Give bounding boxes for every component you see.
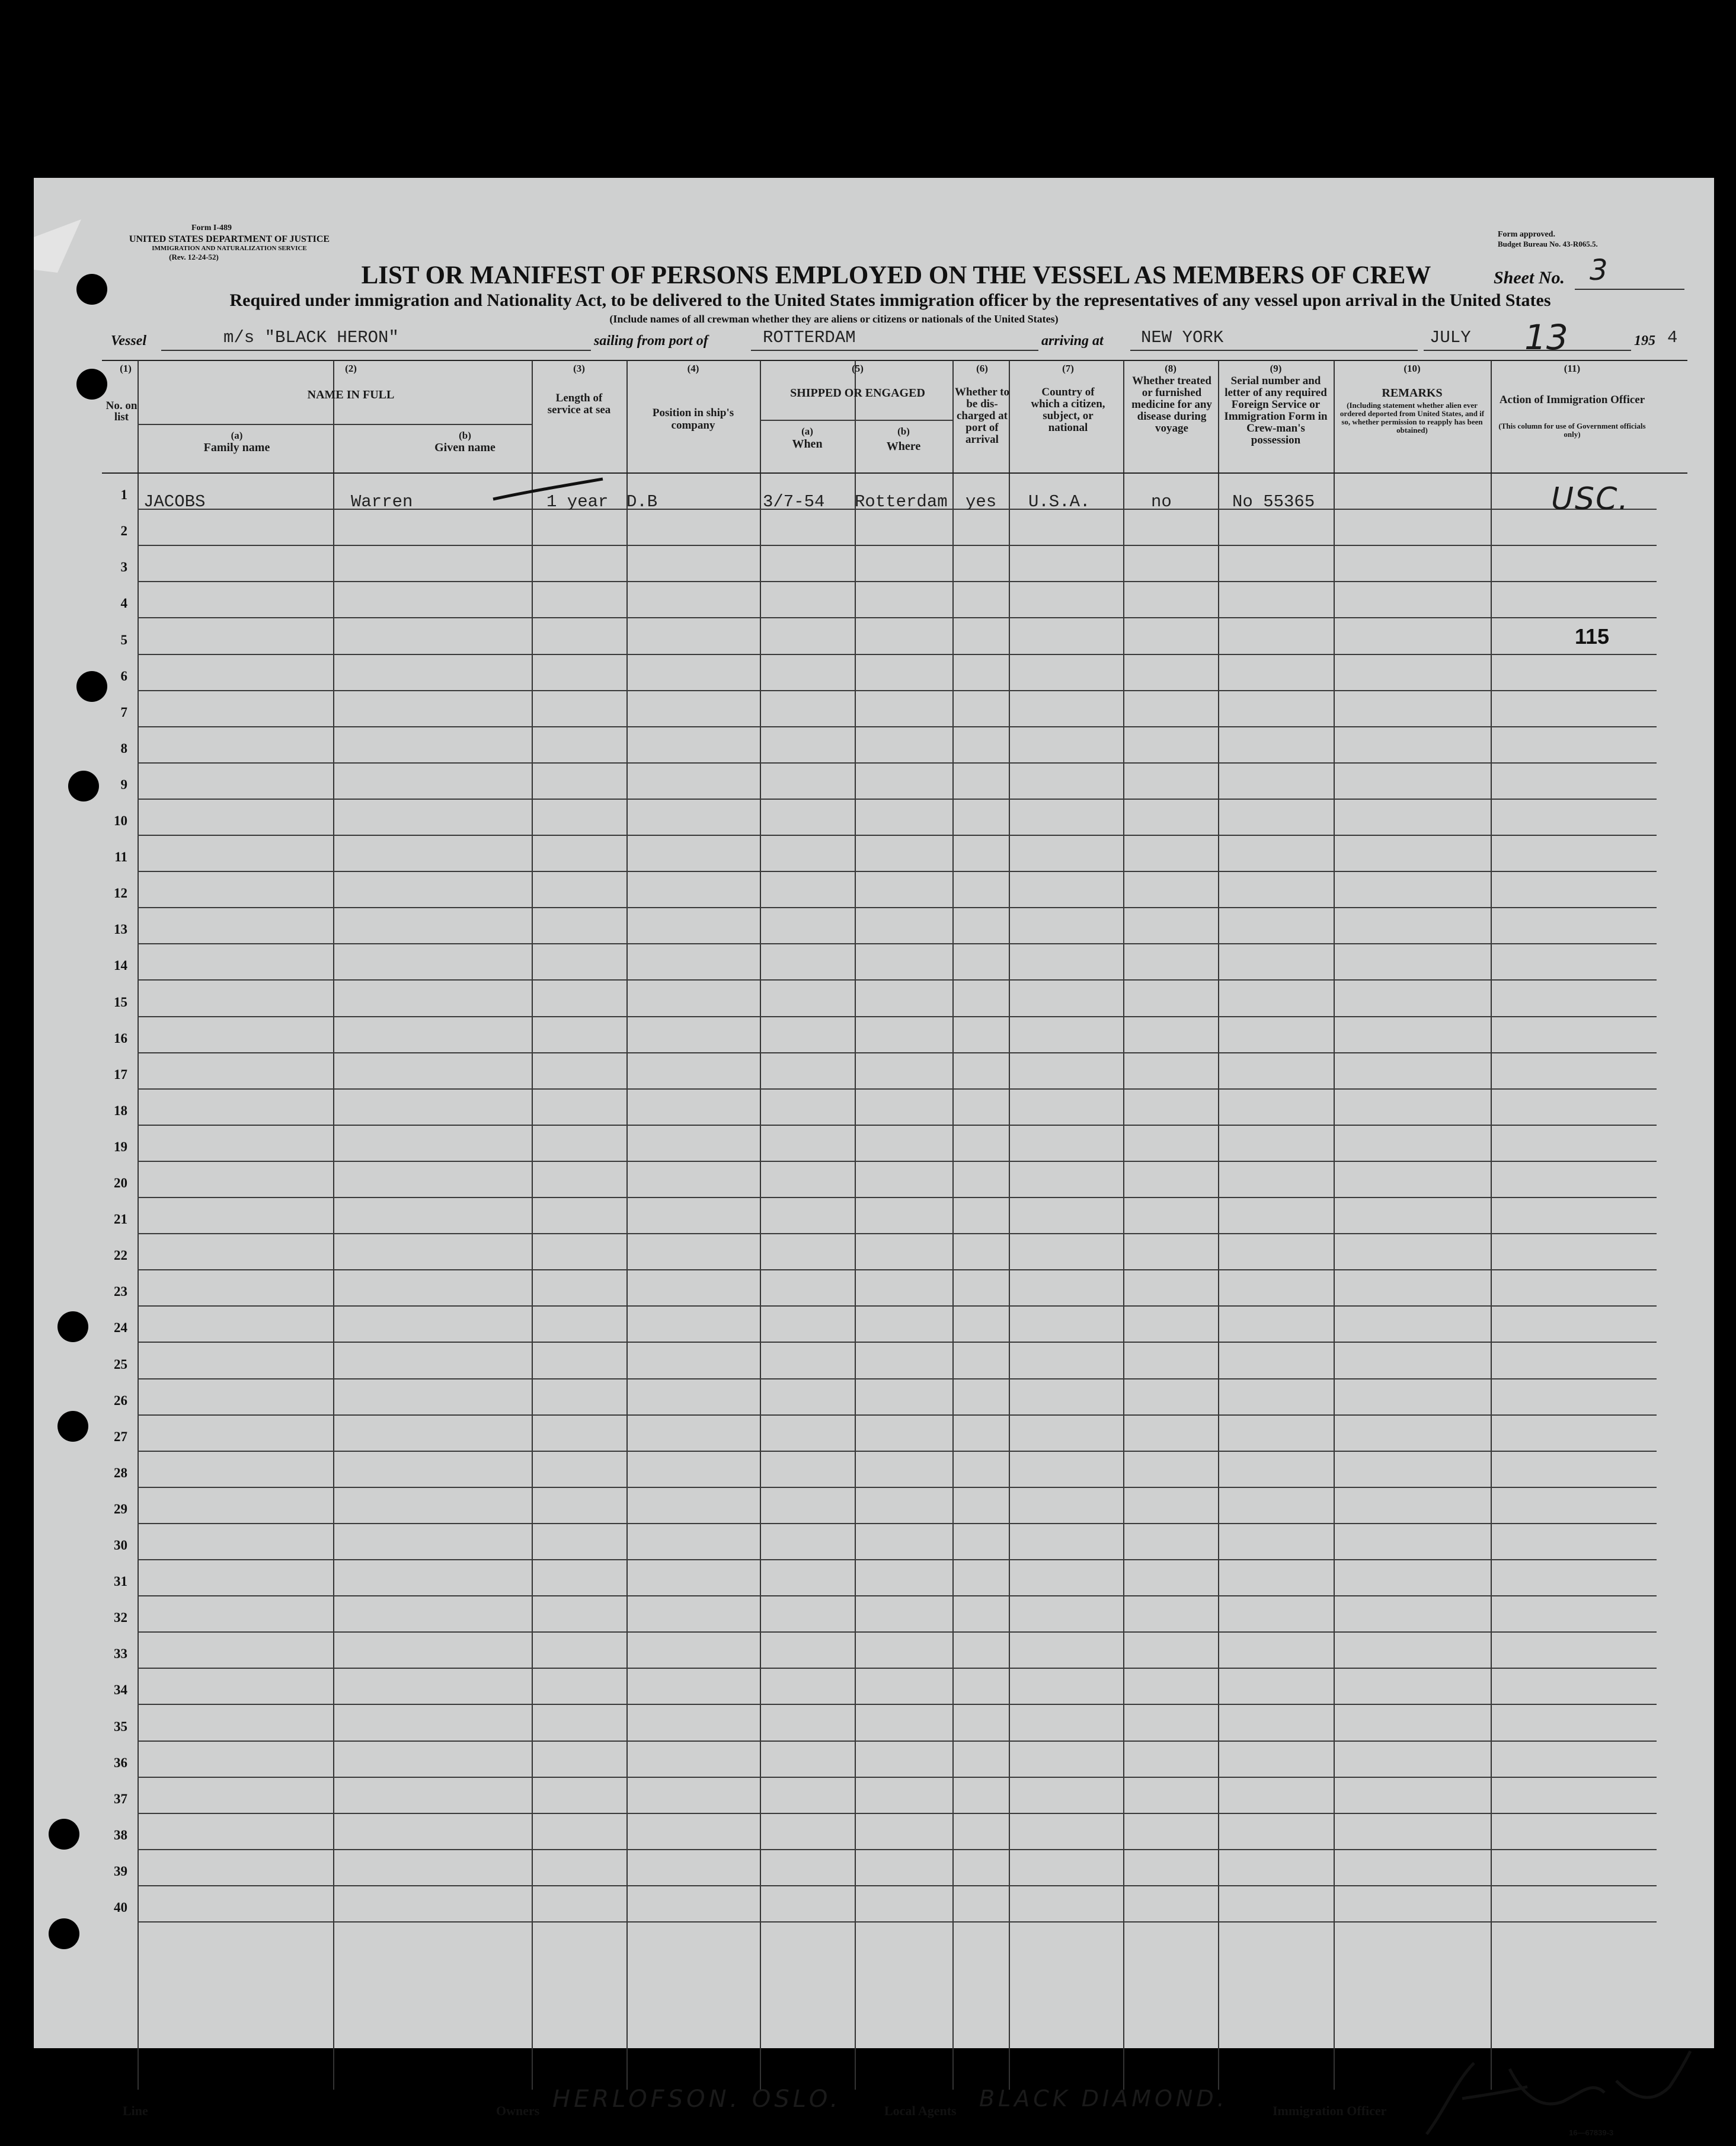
row-rule bbox=[138, 1233, 1657, 1234]
col-no-on-list: No. on list bbox=[105, 400, 138, 423]
row-rule bbox=[138, 943, 1657, 944]
col3-num: (3) bbox=[573, 363, 585, 374]
col-medicine: Whether treated or furnished medicine for any disease during voyage bbox=[1131, 375, 1212, 435]
line-number: 6 bbox=[120, 669, 127, 684]
year-prefix: 195 bbox=[1634, 333, 1655, 349]
row-rule bbox=[138, 1197, 1657, 1198]
col11-num: (11) bbox=[1564, 363, 1581, 374]
binder-hole bbox=[76, 369, 107, 400]
binder-hole bbox=[76, 274, 107, 305]
col-remarks: REMARKS bbox=[1382, 387, 1443, 400]
line-number: 18 bbox=[114, 1103, 127, 1118]
col-shipped-or-engaged: SHIPPED OR ENGAGED bbox=[790, 387, 925, 400]
binder-hole bbox=[57, 1311, 88, 1342]
serial-cell: No 55365 bbox=[1232, 492, 1315, 512]
line-number: 19 bbox=[114, 1139, 127, 1154]
column-rule bbox=[1491, 360, 1492, 2090]
where-cell: Rotterdam bbox=[855, 492, 948, 512]
row-rule bbox=[138, 1016, 1657, 1017]
row-rule bbox=[138, 726, 1657, 727]
col10-num: (10) bbox=[1403, 363, 1421, 374]
line-number: 12 bbox=[114, 886, 127, 900]
given-name-cell: Warren bbox=[351, 492, 413, 512]
line-number: 17 bbox=[114, 1067, 127, 1082]
arrival-day: 13 bbox=[1524, 317, 1568, 357]
department-line: UNITED STATES DEPARTMENT OF JUSTICE bbox=[129, 234, 330, 244]
discharged-cell: yes bbox=[965, 492, 997, 512]
row-rule bbox=[138, 581, 1657, 582]
row-rule bbox=[138, 1125, 1657, 1126]
vessel-label: Vessel bbox=[111, 333, 146, 349]
col2b-num: (b) bbox=[459, 430, 471, 441]
col8-num: (8) bbox=[1165, 363, 1176, 374]
col-country: Country of which a citizen, subject, or national bbox=[1031, 386, 1105, 434]
line-number: 27 bbox=[114, 1429, 127, 1444]
col-discharged: Whether to be dis-charged at port of arrival bbox=[955, 386, 1009, 446]
column-rule bbox=[532, 360, 533, 2090]
family-name-cell: JACOBS bbox=[143, 492, 206, 512]
col-when: When bbox=[792, 437, 823, 451]
column-rule bbox=[626, 360, 628, 2090]
budget-bureau: Budget Bureau No. 43-R065.5. bbox=[1498, 239, 1598, 248]
col5-num: (5) bbox=[852, 363, 864, 374]
subheader-rule bbox=[138, 424, 532, 425]
line-number: 28 bbox=[114, 1465, 127, 1480]
medicine-cell: no bbox=[1151, 492, 1172, 512]
subheader-rule bbox=[760, 420, 952, 421]
line-number: 13 bbox=[114, 922, 127, 937]
col9-num: (9) bbox=[1270, 363, 1282, 374]
binder-hole bbox=[57, 1411, 88, 1442]
col-given-name: Given name bbox=[434, 441, 495, 454]
line-number: 21 bbox=[114, 1212, 127, 1227]
row-rule bbox=[138, 835, 1657, 836]
line-number: 40 bbox=[114, 1900, 127, 1915]
row-rule bbox=[138, 1849, 1657, 1850]
line-number: 25 bbox=[114, 1357, 127, 1372]
row-rule bbox=[138, 1342, 1657, 1343]
column-rule bbox=[760, 360, 761, 2090]
line-number: 37 bbox=[114, 1791, 127, 1806]
row-rule bbox=[138, 1559, 1657, 1560]
line-number: 26 bbox=[114, 1393, 127, 1408]
column-rule bbox=[855, 360, 856, 2090]
row-rule bbox=[138, 907, 1657, 908]
year-suffix: 4 bbox=[1667, 328, 1678, 347]
col-name-in-full: NAME IN FULL bbox=[307, 388, 395, 401]
row-rule bbox=[138, 1668, 1657, 1669]
header-rule bbox=[102, 472, 1687, 474]
pen-mark bbox=[490, 474, 609, 510]
line-number: 39 bbox=[114, 1864, 127, 1879]
column-rule bbox=[1123, 360, 1124, 2090]
col-action-officer: Action of Immigration Officer bbox=[1499, 394, 1645, 406]
sailing-label: sailing from port of bbox=[594, 333, 708, 349]
stamp-number: 115 bbox=[1575, 624, 1610, 649]
line-number: 10 bbox=[114, 813, 127, 828]
column-rule bbox=[1009, 360, 1010, 2090]
row-rule bbox=[138, 1161, 1657, 1162]
sailing-port: ROTTERDAM bbox=[763, 328, 856, 347]
col6-num: (6) bbox=[976, 363, 988, 374]
line-number: 29 bbox=[114, 1502, 127, 1516]
row-rule bbox=[138, 762, 1657, 764]
row-rule bbox=[138, 1487, 1657, 1488]
binder-hole bbox=[76, 671, 107, 702]
line-number: 5 bbox=[120, 633, 127, 647]
owners-label: Owners bbox=[496, 2103, 540, 2118]
line-number: 9 bbox=[120, 777, 127, 792]
page-title: LIST OR MANIFEST OF PERSONS EMPLOYED ON THE VESSEL AS MEMBERS OF CREW bbox=[361, 261, 1431, 289]
line-number: 23 bbox=[114, 1284, 127, 1299]
country-cell: U.S.A. bbox=[1028, 492, 1091, 512]
line-number: 22 bbox=[114, 1248, 127, 1263]
line-number: 20 bbox=[114, 1176, 127, 1190]
form-number: Form I-489 bbox=[191, 223, 232, 232]
row-rule bbox=[138, 979, 1657, 981]
col-action-note: (This column for use of Government officials only) bbox=[1498, 421, 1646, 439]
col7-num: (7) bbox=[1062, 363, 1074, 374]
line-number: 8 bbox=[120, 741, 127, 756]
service-line: IMMIGRATION AND NATURALIZATION SERVICE bbox=[152, 245, 307, 252]
include-note: (Include names of all crewman whether they are aliens or citizens or nationals of the United States) bbox=[609, 313, 1059, 325]
line-number: 4 bbox=[120, 596, 127, 611]
line-number: 30 bbox=[114, 1538, 127, 1553]
column-rule bbox=[1334, 360, 1335, 2090]
row-rule bbox=[138, 617, 1657, 618]
manifest-sheet bbox=[34, 178, 1714, 2137]
line-number: 34 bbox=[114, 1682, 127, 1697]
revision-date: (Rev. 12-24-52) bbox=[169, 253, 219, 261]
line-number: 3 bbox=[120, 560, 127, 574]
when-cell: 3/7-54 bbox=[763, 492, 825, 512]
line-number: 11 bbox=[114, 850, 127, 864]
form-approved: Form approved. bbox=[1498, 230, 1555, 239]
row-rule bbox=[138, 1631, 1657, 1633]
col-length-of-service: Length of service at sea bbox=[547, 392, 611, 416]
col-remarks-note: (Including statement whether alien ever ordered deported from United States, and if so, whether permission to reapply has been obtained) bbox=[1339, 401, 1485, 435]
printer-code: 16—67839-3 bbox=[1569, 2128, 1614, 2137]
owners-value: HERLOFSON. OSLO. bbox=[552, 2086, 842, 2113]
binder-hole bbox=[49, 1918, 79, 1949]
sheet-label: Sheet No. bbox=[1494, 268, 1565, 288]
row-rule bbox=[138, 1088, 1657, 1090]
column-rule bbox=[138, 360, 139, 2090]
col4-num: (4) bbox=[687, 363, 699, 374]
local-agents-value: BLACK DIAMOND. bbox=[979, 2086, 1228, 2112]
col1-num: (1) bbox=[120, 363, 132, 374]
col5b-num: (b) bbox=[897, 426, 910, 437]
row-rule bbox=[138, 654, 1657, 655]
row-rule bbox=[138, 1813, 1657, 1814]
row-rule bbox=[138, 1414, 1657, 1416]
line-number: 32 bbox=[114, 1610, 127, 1625]
line-number: 36 bbox=[114, 1755, 127, 1770]
row-rule bbox=[138, 871, 1657, 872]
sheet-number: 3 bbox=[1590, 254, 1612, 287]
row-rule bbox=[138, 1451, 1657, 1452]
column-rule bbox=[333, 360, 334, 2090]
immigration-officer-label: Immigration Officer bbox=[1273, 2103, 1387, 2118]
col2-num: (2) bbox=[345, 363, 357, 374]
binder-hole bbox=[68, 771, 99, 801]
row-rule bbox=[138, 1595, 1657, 1596]
row-rule bbox=[138, 545, 1657, 546]
column-rule bbox=[952, 360, 954, 2090]
row-rule bbox=[138, 799, 1657, 800]
position-cell: D.B bbox=[626, 492, 658, 512]
row-rule bbox=[138, 1052, 1657, 1053]
row-rule bbox=[138, 1269, 1657, 1270]
row-rule bbox=[138, 1741, 1657, 1742]
row-rule bbox=[138, 1885, 1657, 1886]
row-rule bbox=[138, 1305, 1657, 1307]
column-rule bbox=[1218, 360, 1219, 2090]
folded-corner bbox=[34, 219, 87, 279]
line-number: 35 bbox=[114, 1719, 127, 1734]
vessel-name: m/s "BLACK HERON" bbox=[223, 328, 399, 347]
footer-line-label: Line bbox=[123, 2103, 148, 2118]
line-number: 24 bbox=[114, 1320, 127, 1335]
line-number: 14 bbox=[114, 958, 127, 973]
row-rule bbox=[138, 690, 1657, 691]
arrival-port: NEW YORK bbox=[1141, 328, 1224, 347]
col-where: Where bbox=[886, 440, 921, 453]
action-cell: USC. bbox=[1551, 481, 1629, 517]
row-rule bbox=[138, 1523, 1657, 1524]
local-agents-label: Local Agents bbox=[884, 2103, 957, 2118]
col5a-num: (a) bbox=[801, 426, 813, 437]
col-family-name: Family name bbox=[203, 441, 270, 454]
subtitle: Required under immigration and Nationality Act, to be delivered to the United States immigration officer by the representatives of any vessel upon arrival in the United States bbox=[229, 290, 1551, 310]
line-number: 33 bbox=[114, 1646, 127, 1661]
arriving-label: arriving at bbox=[1041, 333, 1104, 349]
line-number: 31 bbox=[114, 1574, 127, 1589]
length-cell: 1 year bbox=[546, 492, 609, 512]
line-number: 7 bbox=[120, 705, 127, 720]
line-number: 1 bbox=[120, 487, 127, 502]
row-rule bbox=[138, 1777, 1657, 1778]
line-number: 15 bbox=[114, 995, 127, 1010]
line-number: 38 bbox=[114, 1828, 127, 1842]
col-position: Position in ship's company bbox=[652, 407, 734, 432]
row-rule bbox=[138, 1921, 1657, 1923]
line-number: 2 bbox=[120, 523, 127, 538]
binder-hole bbox=[49, 1819, 79, 1850]
arrival-month: JULY bbox=[1430, 328, 1471, 347]
line-number: 16 bbox=[114, 1031, 127, 1046]
col-serial-number: Serial number and letter of any required Foreign Service or Immigration Form in Crew-man's possession bbox=[1224, 375, 1328, 446]
row-rule bbox=[138, 1704, 1657, 1705]
officer-signature bbox=[1391, 2045, 1699, 2146]
row-rule bbox=[138, 1378, 1657, 1379]
col2a-num: (a) bbox=[231, 430, 243, 441]
